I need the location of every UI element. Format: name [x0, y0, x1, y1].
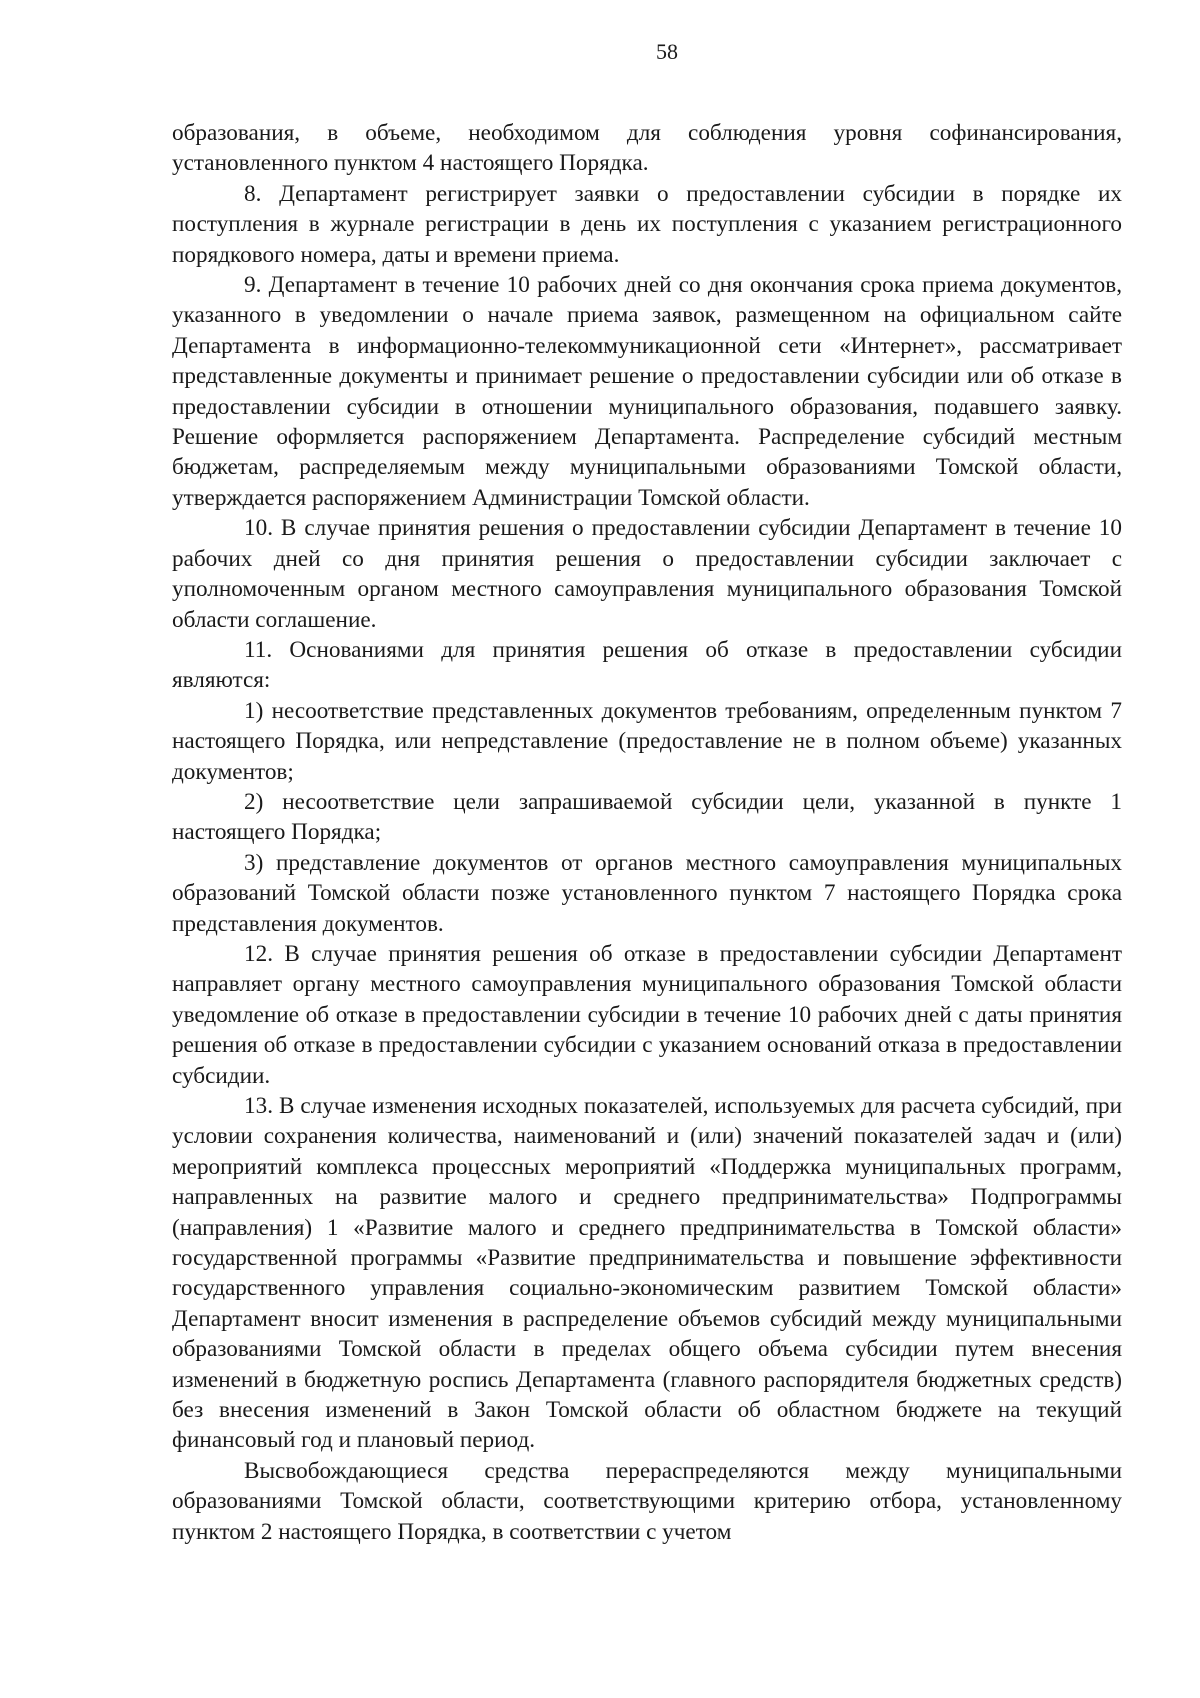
paragraph-subitem-11-2: 2) несоответствие цели запрашиваемой субсидии цели, указанной в пункте 1 настоящего Порядка; [172, 788, 1122, 846]
document-body [172, 118, 1122, 1547]
page-number: 58 [656, 39, 678, 64]
paragraph-item-9: 9. Департамент в течение 10 рабочих дней со дня окончания срока приема документов, указанного в уведомлении о начале приема заявок, размещенном на официальном сайте Департамента в информационно-телекоммуникационной сети «Интернет», рассматривает представленные документы и принимает решение о предоставлении субсидии или об отказе в предоставлении субсидии в отношении муниципального образования, подавшего заявку. Решение оформляется распоряжением Департамента. Распределение субсидий местным бюджетам, распределяемым между муниципальными образованиями Томской области, утверждается распоряжением Администрации Томской области. [172, 272, 1122, 511]
paragraph-item-10: 10. В случае принятия решения о предоставлении субсидии Департамент в течение 10 рабочих дней со дня принятия решения о предоставлении субсидии заключает с уполномоченным органом местного самоуправления муниципального образования Томской области соглашение. [172, 515, 1122, 633]
paragraph-item-12: 12. В случае принятия решения об отказе в предоставлении субсидии Департамент направляет органу местного самоуправления муниципального образования Томской области уведомление об отказе в предоставлении субсидии в течение 10 рабочих дней с даты принятия решения об отказе в предоставлении субсидии с указанием оснований отказа в предоставлении субсидии. [172, 940, 1122, 1089]
paragraph-subitem-11-1: 1) несоответствие представленных документов требованиям, определенным пунктом 7 настоящего Порядка, или непредставление (предоставление не в полном объеме) указанных документов; [172, 697, 1122, 785]
paragraph-item-8: 8. Департамент регистрирует заявки о предоставлении субсидии в порядке их поступления в журнале регистрации в день их поступления с указанием регистрационного порядкового номера, даты и времени приема. [172, 180, 1122, 268]
paragraph-continuation: образования, в объеме, необходимом для соблюдения уровня софинансирования, установленного пунктом 4 настоящего Порядка. [172, 120, 1122, 177]
paragraph-redistribution: Высвобождающиеся средства перераспределяются между муниципальными образованиями Томской области, соответствующими критерию отбора, установленному пунктом 2 настоящего Порядка, в соответствии с учетом [172, 1457, 1122, 1545]
paragraph-subitem-11-3: 3) представление документов от органов местного самоуправления муниципальных образований Томской области позже установленного пунктом 7 настоящего Порядка срока представления документов. [172, 849, 1122, 937]
paragraph-item-11: 11. Основаниями для принятия решения об отказе в предоставлении субсидии являются: [172, 636, 1122, 694]
paragraph-item-13: 13. В случае изменения исходных показателей, используемых для расчета субсидий, при условии сохранения количества, наименований и (или) значений показателей задач и (или) мероприятий комплекса процессных мероприятий «Поддержка муниципальных программ, направленных на развитие малого и среднего предпринимательства» Подпрограммы (направления) 1 «Развитие малого и среднего предпринимательства в Томской области» государственной программы «Развитие предпринимательства и повышение эффективности государственного управления социально-экономическим развитием Томской области» Департамент вносит изменения в распределение объемов субсидий между муниципальными образованиями Томской области в пределах общего объема субсидии путем внесения изменений в бюджетную роспись Департамента (главного распорядителя бюджетных средств) без внесения изменений в Закон Томской области об областном бюджете на текущий финансовый год и плановый период. [172, 1093, 1122, 1454]
